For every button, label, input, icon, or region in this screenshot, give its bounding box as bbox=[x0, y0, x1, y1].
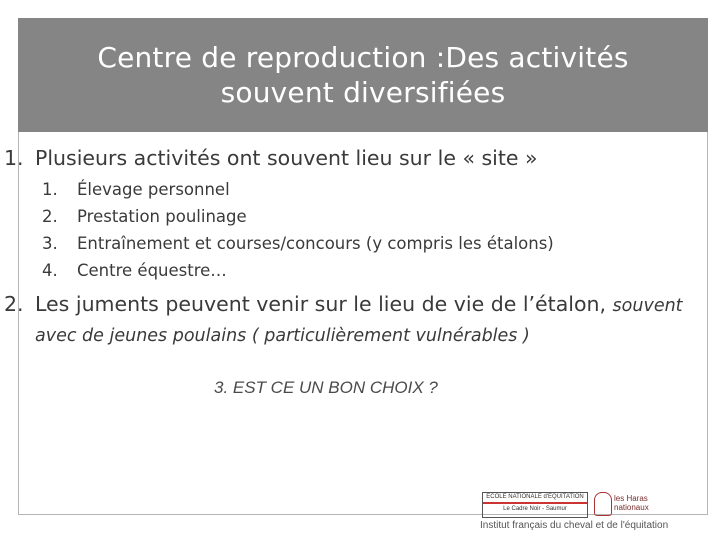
list-text-normal: Les juments peuvent venir sur le lieu de vie de l’étalon, bbox=[35, 292, 613, 316]
slide-content bbox=[4, 144, 710, 350]
sub-number: 3. bbox=[42, 234, 58, 253]
logo-strip bbox=[478, 488, 678, 534]
ecole-logo-subtext: Le Cadre Noir - Saumur bbox=[503, 506, 567, 512]
sub-text: Centre équestre… bbox=[77, 261, 227, 280]
list-item-1 bbox=[4, 144, 710, 172]
ecole-logo-text: ECOLE NATIONALE d'EQUITATION bbox=[486, 494, 584, 500]
list-text-italic: souvent avec de jeunes poulains ( particulièrement vulnérables ) bbox=[35, 296, 683, 346]
list-text: Plusieurs activités ont souvent lieu sur le « site » bbox=[35, 146, 538, 170]
sub-item-2 bbox=[42, 203, 710, 230]
sub-item-4 bbox=[42, 257, 710, 284]
haras-seal-icon bbox=[594, 492, 612, 516]
sub-text: Prestation poulinage bbox=[77, 207, 247, 226]
list-item-2 bbox=[4, 290, 710, 350]
sub-number: 1. bbox=[42, 180, 58, 199]
list-number: 1. bbox=[4, 146, 24, 170]
list-text bbox=[35, 290, 710, 350]
sub-item-3 bbox=[42, 230, 710, 257]
sub-number: 4. bbox=[42, 261, 58, 280]
sub-number: 2. bbox=[42, 207, 58, 226]
haras-logo-text: les Haras nationaux bbox=[614, 494, 649, 512]
slide-title: Centre de reproduction :Des activités souvent diversifiées bbox=[97, 41, 629, 109]
sub-item-1 bbox=[42, 176, 710, 203]
sub-text: Élevage personnel bbox=[77, 180, 230, 199]
question-text: 3. EST CE UN BON CHOIX ? bbox=[214, 378, 438, 397]
title-bar bbox=[18, 18, 708, 132]
list-number: 2. bbox=[4, 292, 24, 316]
sub-text: Entraînement et courses/concours (y compris les étalons) bbox=[77, 234, 554, 253]
ecole-nationale-logo bbox=[482, 492, 588, 518]
institut-text: Institut français du cheval et de l'équitation bbox=[480, 520, 669, 531]
